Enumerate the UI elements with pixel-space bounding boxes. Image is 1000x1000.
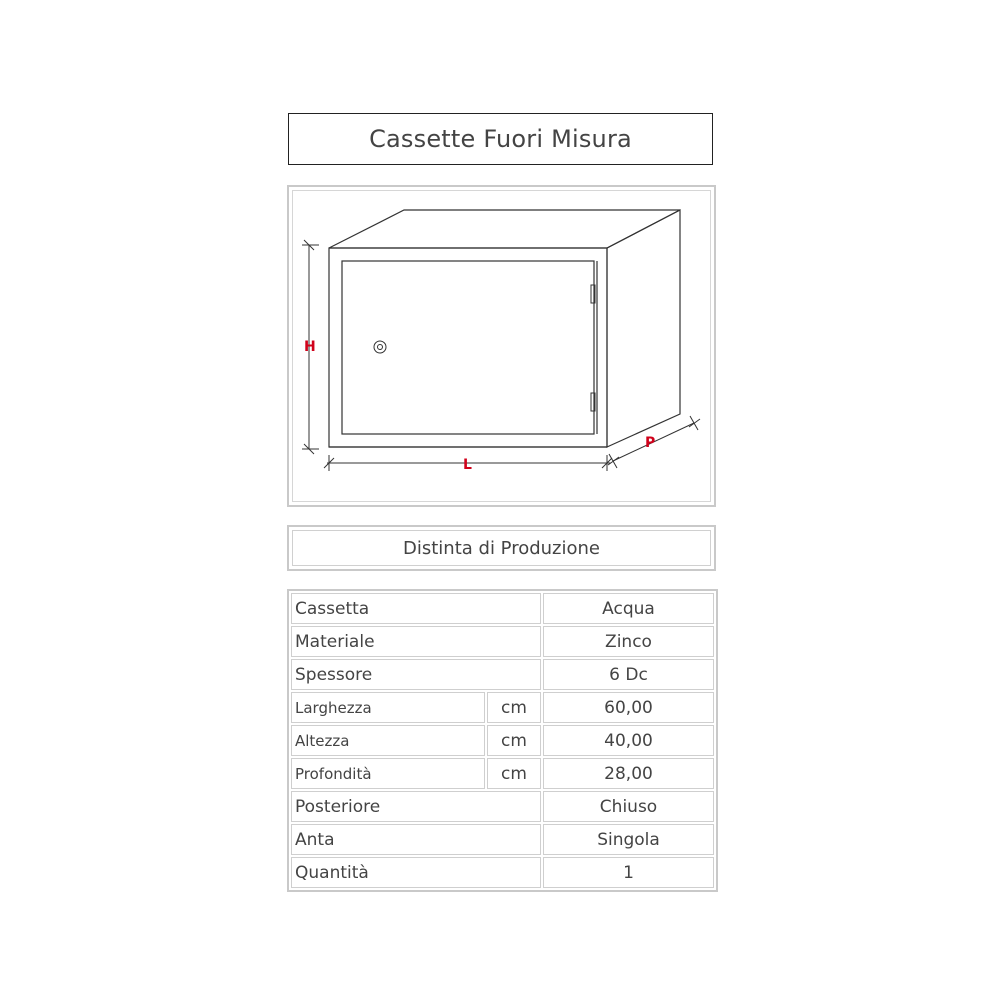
depth-dimension xyxy=(608,416,700,468)
table-row xyxy=(291,758,714,789)
table-row xyxy=(291,857,714,888)
height-dimension xyxy=(302,240,319,454)
row-label: Anta xyxy=(291,824,541,855)
table-row xyxy=(291,824,714,855)
height-label: H xyxy=(304,339,316,355)
cabinet-front-frame xyxy=(329,248,607,447)
row-value: 60,00 xyxy=(543,692,714,723)
table-row xyxy=(291,725,714,756)
hinge-bottom xyxy=(591,393,595,411)
row-label: Cassetta xyxy=(291,593,541,624)
table-row xyxy=(291,791,714,822)
row-unit: cm xyxy=(487,692,541,723)
section-title: Distinta di Produzione xyxy=(292,530,711,566)
cabinet-door xyxy=(342,261,594,434)
table-row xyxy=(291,593,714,624)
box-diagram xyxy=(287,185,716,507)
row-label: Materiale xyxy=(291,626,541,657)
production-table xyxy=(287,589,718,892)
table-row xyxy=(291,692,714,723)
row-value: Singola xyxy=(543,824,714,855)
row-value: 6 Dc xyxy=(543,659,714,690)
row-value: Zinco xyxy=(543,626,714,657)
table-row xyxy=(291,659,714,690)
section-header xyxy=(287,525,716,571)
row-value: 40,00 xyxy=(543,725,714,756)
row-label: Posteriore xyxy=(291,791,541,822)
row-label: Altezza xyxy=(291,725,485,756)
depth-label: P xyxy=(645,435,656,451)
cabinet-side-face xyxy=(607,210,680,447)
row-value: 1 xyxy=(543,857,714,888)
hinge-top xyxy=(591,285,595,303)
table-row xyxy=(291,626,714,657)
page-title: Cassette Fuori Misura xyxy=(288,113,713,165)
width-label: L xyxy=(463,457,472,473)
row-value: Chiuso xyxy=(543,791,714,822)
row-label: Profondità xyxy=(291,758,485,789)
row-value: Acqua xyxy=(543,593,714,624)
row-unit: cm xyxy=(487,725,541,756)
cabinet-drawing xyxy=(289,187,718,509)
row-value: 28,00 xyxy=(543,758,714,789)
row-label: Spessore xyxy=(291,659,541,690)
row-label: Larghezza xyxy=(291,692,485,723)
row-unit: cm xyxy=(487,758,541,789)
row-label: Quantità xyxy=(291,857,541,888)
lock-icon xyxy=(374,341,386,353)
cabinet-top-face xyxy=(329,210,680,248)
width-dimension xyxy=(324,455,612,471)
